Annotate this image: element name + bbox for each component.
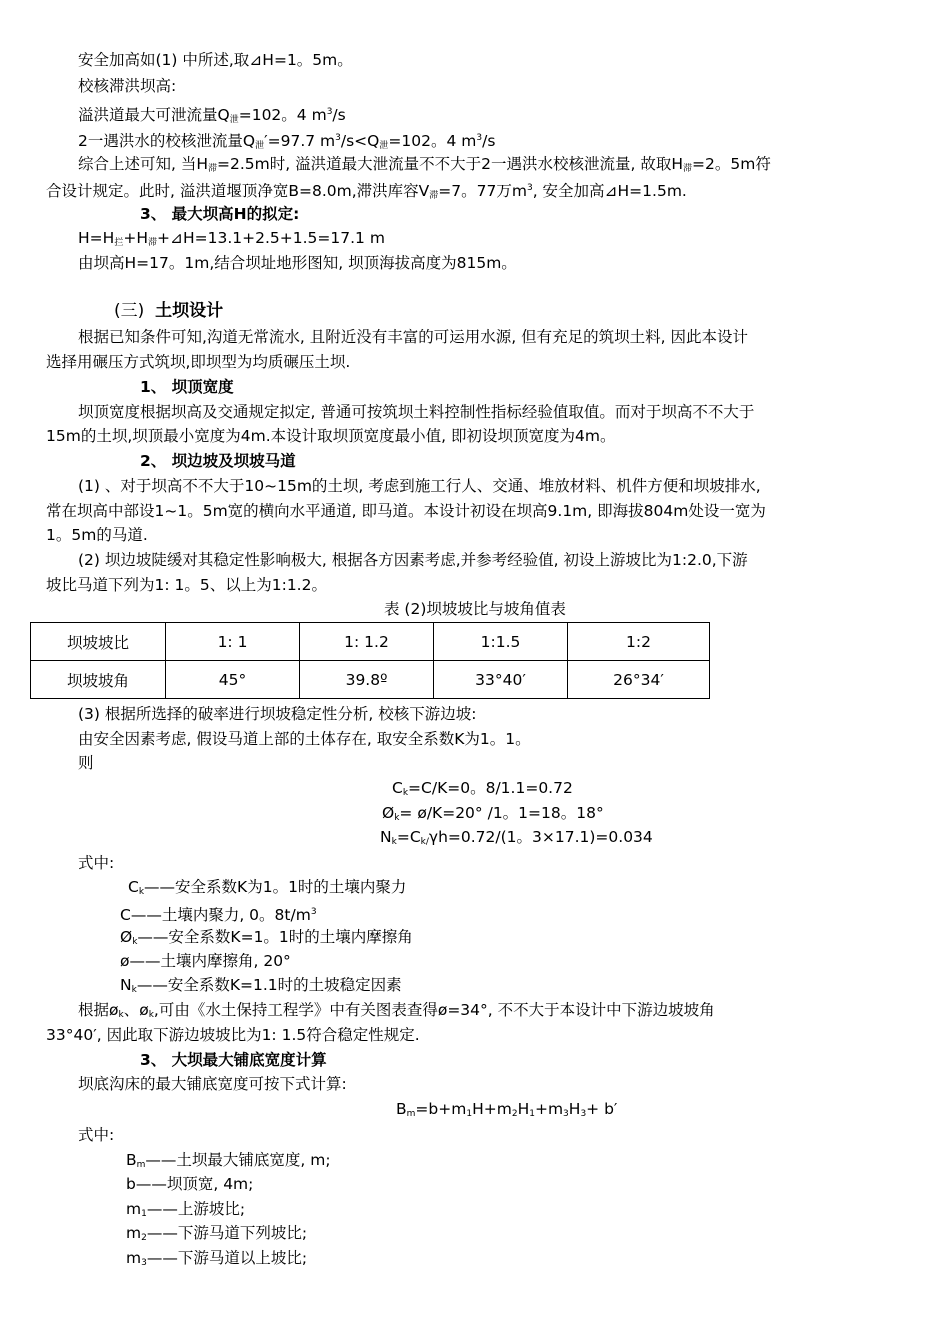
definition-line: b——坝顶宽, 4m; bbox=[126, 1175, 254, 1193]
definition-line: $N_k——$安全系数K=1.1时的土坡稳定因素 bbox=[120, 976, 402, 995]
text-line: 由坝高H=17。1m,结合坝址地形图知, 坝顶海拔高度为815m。 bbox=[78, 254, 517, 272]
text-line: 坝顶宽度根据坝高及交通规定拟定, 普通可按筑坝土料控制性指标经验值取值。而对于坝高不不大于 bbox=[78, 403, 755, 421]
text-line: 选择用碾压方式筑坝,即坝型为均质碾压土坝. bbox=[46, 353, 351, 371]
formula-line: $C_k=C/K=0$。8/1.1=0.72 bbox=[392, 779, 573, 798]
text-line: 由安全因素考虑, 假设马道上部的土体存在, 取安全系数K为1。1。 bbox=[78, 730, 531, 748]
text-line: 式中: bbox=[78, 854, 115, 872]
formula-line: $B_m=b+m_1H+m_2H_1+m_3H_3+ b'$ bbox=[396, 1100, 618, 1119]
text-line: (3) 根据所选择的破率进行坝坡稳定性分析, 校核下游边坡: bbox=[78, 705, 477, 723]
text-line: (2) 坝边坡陡缓对其稳定性影响极大, 根据各方因素考虑,并参考经验值, 初设上游坡比为1:2.0,下游 bbox=[78, 551, 748, 569]
text-line: 15m的土坝,坝顶最小宽度为4m.本设计取坝顶宽度最小值, 即初设坝顶宽度为4m。 bbox=[46, 427, 616, 445]
text-line: 校核滞洪坝高: bbox=[78, 77, 177, 95]
table-cell: 1: 1 bbox=[166, 623, 300, 661]
formula-line: $N_k=C_{k/}\gamma h=0.72/(1$。3×17.1)=0.034 bbox=[380, 828, 653, 847]
text-line: 根据已知条件可知,沟道无常流水, 且附近没有丰富的可运用水源, 但有充足的筑坝土料, 因此本设计 bbox=[78, 328, 748, 346]
definition-line: $B_m——$土坝最大铺底宽度, m; bbox=[126, 1151, 331, 1170]
text-line: 常在坝高中部设1~1。5m宽的横向水平通道, 即马道。本设计初设在坝高9.1m, 即海拔804m处设一宽为 bbox=[46, 502, 766, 520]
table-cell: 坝坡坡角 bbox=[31, 661, 166, 699]
table-caption: 表 (2)坝坡坡比与坡角值表 bbox=[384, 600, 566, 618]
definition-line: $m_1——$上游坡比; bbox=[126, 1200, 246, 1219]
table-cell: 坝坡坡比 bbox=[31, 623, 166, 661]
text-line: 合设计规定。此时, 溢洪道堰顶净宽B=8.0m,滞洪库容$V_滞=7$。77万$m^3$, 安全加高⊿H=1.5m. bbox=[46, 182, 687, 201]
table-cell: 39.8º bbox=[300, 661, 434, 699]
table-cell: 1:1.5 bbox=[434, 623, 568, 661]
definition-line: C——土壤内聚力, 0。$8t/m^3$ bbox=[120, 906, 317, 924]
table-cell: 33°40′ bbox=[434, 661, 568, 699]
text-line: 安全加高如(1) 中所述,取⊿H=1。5m。 bbox=[78, 51, 353, 69]
text-line: 根据$ø_k$、$ø_k$,可由《水土保持工程学》中有关图表查得ø=34°, 不不大于本设计中下游边坡坡角 bbox=[78, 1001, 715, 1020]
table-row bbox=[31, 623, 710, 661]
text-line: 2一遇洪水的校核泄流量$Q_泄'=97.7$ $m^3/s<Q_泄=102$。4 $m^3/s$ bbox=[78, 132, 496, 151]
definition-line: $m_3——$下游马道以上坡比; bbox=[126, 1249, 308, 1268]
definition-line: $C_k——$安全系数K为1。1时的土壤内聚力 bbox=[128, 878, 407, 897]
text-line: 坡比马道下列为1: 1。5、以上为1:1.2。 bbox=[46, 576, 327, 594]
table-row bbox=[31, 661, 710, 699]
slope-table bbox=[30, 622, 710, 699]
definition-line: ø——土壤内摩擦角, 20° bbox=[120, 952, 291, 970]
table-cell: 1:2 bbox=[568, 623, 710, 661]
text-line: 1。5m的马道. bbox=[46, 526, 148, 544]
table-cell: 26°34′ bbox=[568, 661, 710, 699]
text-line: 式中: bbox=[78, 1126, 115, 1144]
text-line: (1) 、对于坝高不不大于10~15m的土坝, 考虑到施工行人、交通、堆放材料、机件方便和坝坡排水, bbox=[78, 477, 761, 495]
table-cell: 1: 1.2 bbox=[300, 623, 434, 661]
table-cell: 45° bbox=[166, 661, 300, 699]
text-line: 坝底沟床的最大铺底宽度可按下式计算: bbox=[78, 1075, 347, 1093]
text-line: 33°40′, 因此取下游边坡坡比为1: 1.5符合稳定性规定. bbox=[46, 1026, 420, 1044]
chapter-heading: (三) 土坝设计 bbox=[114, 301, 224, 321]
section-heading: 2、 坝边坡及坝坡马道 bbox=[140, 452, 296, 470]
formula-line: $H=H_拦+H_滞+⊿H=13.1+2.5+1.5=17.1$ m bbox=[78, 229, 385, 248]
text-line: 溢洪道最大可泄流量$Q_泄=102$。4 $m^3/s$ bbox=[78, 106, 346, 125]
section-heading: 1、 坝顶宽度 bbox=[140, 378, 234, 396]
text-line: 综合上述可知, 当$H_滞=2.5m$时, 溢洪道最大泄流量不不大于2一遇洪水校核泄流量, 故取$H_滞=2$。5m符 bbox=[78, 155, 771, 174]
section-heading: 3、 最大坝高H的拟定: bbox=[140, 205, 300, 223]
text-line: 则 bbox=[78, 754, 94, 772]
definition-line: $m_2——$下游马道下列坡比; bbox=[126, 1224, 308, 1243]
section-heading: 3、 大坝最大铺底宽度计算 bbox=[140, 1051, 327, 1069]
formula-line: $Ø_k=$ ø/K=20° /1。1=18。18° bbox=[382, 804, 604, 823]
definition-line: $Ø_k——$安全系数K=1。1时的土壤内摩擦角 bbox=[120, 928, 413, 947]
